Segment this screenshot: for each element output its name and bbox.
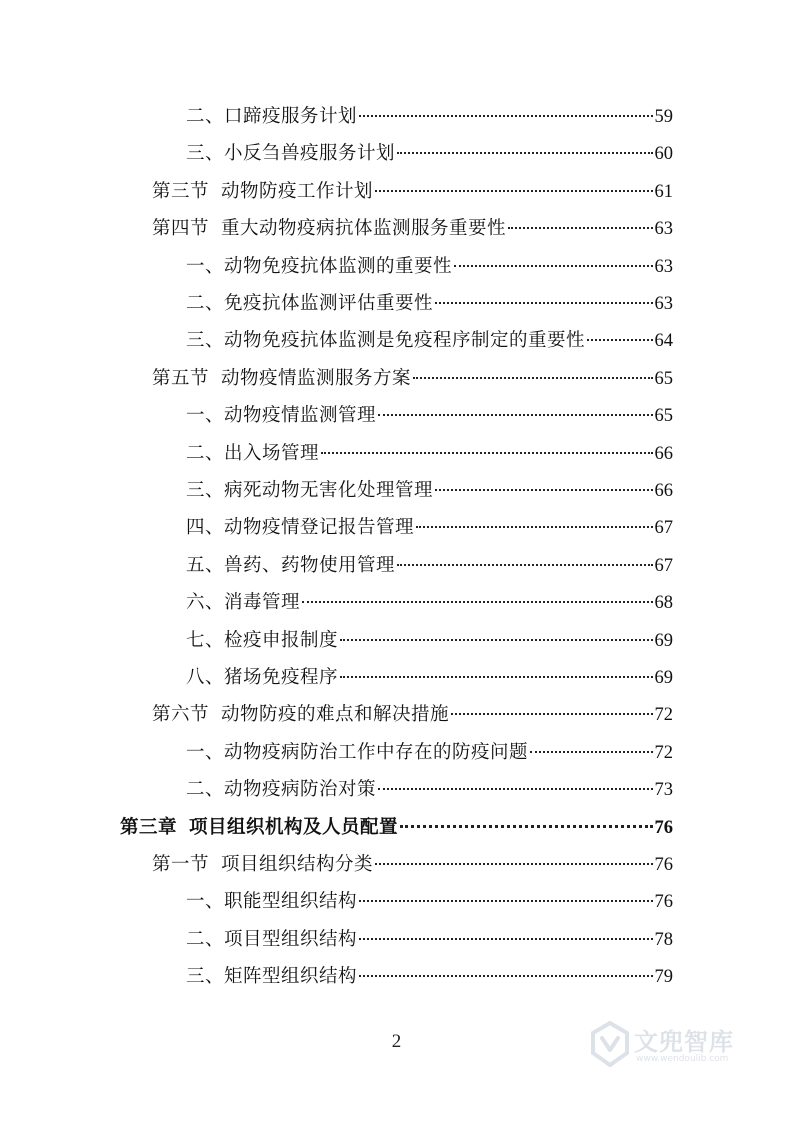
toc-leader-dots (397, 562, 652, 566)
toc-entry[interactable] (152, 175, 673, 209)
toc-entry-prefix: 二、 (186, 779, 225, 801)
toc-entry-label (186, 773, 376, 807)
toc-entry-label (186, 624, 338, 658)
toc-entry-prefix: 三、 (186, 966, 225, 988)
watermark (588, 1018, 748, 1074)
toc-entry[interactable] (186, 960, 673, 994)
toc-entry-title: 职能型组织结构 (224, 891, 358, 913)
toc-entry-label (186, 549, 395, 583)
toc-entry-title: 小反刍兽疫服务计划 (224, 143, 396, 165)
toc-entry-label (152, 698, 449, 732)
toc-entry[interactable] (186, 100, 673, 134)
toc-entry-prefix: 一、 (186, 255, 225, 277)
toc-entry[interactable] (186, 885, 673, 919)
toc-entry-title: 动物防疫的难点和解决措施 (221, 704, 450, 726)
toc-entry-page: 79 (654, 967, 673, 988)
toc-entry-title: 动物疫情监测管理 (224, 405, 377, 427)
toc-entry-title: 兽药、药物使用管理 (224, 554, 396, 576)
toc-entry-label (186, 923, 357, 957)
toc-entry-title: 动物免疫抗体监测的重要性 (224, 255, 453, 277)
toc-entry-prefix: 第四节 (152, 218, 210, 240)
toc-entry-label (186, 661, 338, 695)
toc-entry-prefix: 第五节 (152, 367, 210, 389)
toc-entry-prefix: 第三章 (120, 816, 178, 838)
toc-leader-dots (359, 936, 652, 940)
toc-entry-prefix: 八、 (186, 667, 225, 688)
page-number: 2 (391, 1031, 402, 1052)
toc-entry[interactable] (186, 549, 673, 583)
toc-entry-title: 出入场管理 (224, 442, 320, 464)
toc-entry-label (186, 324, 585, 358)
toc-entry[interactable] (152, 212, 673, 246)
toc-entry-prefix: 五、 (186, 554, 225, 576)
toc-leader-dots (508, 225, 652, 229)
toc-entry-label (186, 437, 319, 471)
toc-entry-page: 66 (654, 443, 673, 464)
toc-entry-page: 63 (654, 256, 673, 277)
toc-leader-dots (321, 450, 652, 454)
toc-leader-dots (435, 487, 652, 491)
toc-leader-dots (375, 188, 652, 192)
toc-entry-page: 69 (654, 630, 673, 651)
toc-entry[interactable] (186, 624, 673, 658)
toc-entry-prefix: 七、 (186, 629, 225, 651)
toc-entry-page: 72 (654, 705, 673, 726)
toc-entry-title: 口蹄疫服务计划 (224, 106, 358, 127)
toc-entry-page: 78 (654, 929, 673, 950)
toc-entry-label (186, 399, 376, 433)
toc-entry-title: 项目组织机构及人员配置 (189, 816, 399, 838)
toc-entry-prefix: 第六节 (152, 704, 210, 726)
toc-entry-label (186, 511, 414, 545)
toc-entry[interactable] (186, 736, 673, 770)
toc-entry-label (186, 586, 300, 620)
toc-entry-prefix: 三、 (186, 480, 225, 501)
toc-entry[interactable] (152, 362, 673, 396)
watermark-url: www.wendoulib.com (636, 1054, 729, 1064)
toc-leader-dots (359, 973, 652, 977)
toc-leader-dots (435, 300, 652, 304)
toc-entry-title: 消毒管理 (224, 592, 301, 614)
toc-leader-dots (359, 113, 652, 117)
toc-entry-title: 动物防疫工作计划 (221, 180, 374, 202)
toc-entry-page: 67 (654, 555, 673, 576)
toc-entry[interactable] (186, 511, 673, 545)
toc-entry-prefix: 一、 (186, 405, 225, 427)
toc-entry[interactable] (186, 661, 673, 695)
toc-entry[interactable] (120, 811, 673, 845)
toc-entry-label (186, 100, 357, 134)
toc-entry[interactable] (186, 287, 673, 321)
toc-entry-page: 60 (654, 144, 673, 165)
toc-entry-page: 63 (654, 294, 673, 314)
toc-entry-title: 检疫申报制度 (224, 629, 339, 651)
toc-entry-label (186, 287, 433, 321)
toc-entry-page: 72 (654, 742, 673, 763)
toc-entry-title: 动物疫情监测服务方案 (221, 367, 412, 389)
toc-entry-page: 65 (654, 368, 673, 389)
toc-entry[interactable] (186, 923, 673, 957)
toc-leader-dots (451, 711, 652, 715)
toc-entry-page: 61 (654, 181, 673, 202)
toc-entry[interactable] (186, 250, 673, 284)
toc-entry-title: 病死动物无害化处理管理 (224, 480, 434, 501)
toc-leader-dots (340, 637, 652, 641)
toc-leader-dots (375, 861, 652, 865)
toc-entry-prefix: 第三节 (152, 180, 210, 202)
toc-entry-label (186, 885, 357, 919)
toc-entry[interactable] (186, 137, 673, 171)
toc-entry[interactable] (186, 474, 673, 508)
toc-entry-title: 猪场免疫程序 (224, 667, 339, 688)
toc-entry-prefix: 三、 (186, 330, 225, 352)
toc-entry-title: 动物疫病防治对策 (224, 779, 377, 801)
toc-leader-dots (397, 150, 652, 154)
toc-entry-page: 68 (654, 593, 673, 614)
toc-entry-label (152, 848, 373, 882)
toc-leader-dots (378, 786, 652, 790)
toc-leader-dots (454, 263, 652, 267)
toc-leader-dots (359, 898, 652, 902)
toc-entry-label (152, 362, 411, 396)
toc-entry-title: 动物疫病防治工作中存在的防疫问题 (224, 741, 529, 763)
toc-entry-label (186, 250, 452, 284)
toc-entry-prefix: 二、 (186, 106, 225, 127)
toc-entry-label (186, 736, 528, 770)
toc-entry-prefix: 第一节 (152, 854, 210, 875)
toc-leader-dots (530, 749, 652, 753)
toc-entry-label (186, 137, 395, 171)
toc-entry-prefix: 三、 (186, 143, 225, 165)
wendou-logo-icon (588, 1020, 632, 1068)
toc-leader-dots (587, 337, 652, 341)
toc-entry-page: 65 (654, 406, 673, 427)
toc-entry[interactable] (186, 586, 673, 620)
toc-entry-title: 动物疫情登记报告管理 (224, 517, 415, 539)
toc-entry[interactable] (186, 437, 673, 471)
toc-entry-page: 67 (654, 518, 673, 539)
toc-entry-title: 项目组织结构分类 (221, 854, 374, 875)
toc-entry[interactable] (186, 324, 673, 358)
toc-entry-label (120, 811, 398, 845)
toc-entry[interactable] (186, 399, 673, 433)
toc-entry-label (186, 474, 433, 508)
toc-entry-prefix: 六、 (186, 592, 225, 614)
toc-entry-page: 64 (654, 331, 673, 352)
toc-entry-page: 76 (654, 817, 673, 838)
toc-entry-prefix: 四、 (186, 517, 225, 539)
toc-entry-title: 项目型组织结构 (224, 928, 358, 950)
toc-entry-page: 76 (654, 892, 673, 913)
toc-entry-prefix: 二、 (186, 928, 225, 950)
toc-leader-dots (413, 375, 652, 379)
toc-entry-page: 63 (654, 219, 673, 240)
toc-entry-prefix: 二、 (186, 442, 225, 464)
toc-leader-dots (378, 412, 652, 416)
toc-entry-page: 76 (654, 855, 673, 875)
toc-entry-label (152, 175, 373, 209)
toc-entry-title: 矩阵型组织结构 (224, 966, 358, 988)
toc-entry-prefix: 一、 (186, 741, 225, 763)
toc-entry[interactable] (186, 773, 673, 807)
toc-entry-page: 69 (654, 668, 673, 688)
toc-entry[interactable] (152, 848, 673, 882)
toc-entry-prefix: 一、 (186, 891, 225, 913)
toc-entry-title: 重大动物疫病抗体监测服务重要性 (221, 218, 507, 240)
toc-entry-title: 免疫抗体监测评估重要性 (224, 293, 434, 314)
watermark-name: 文兜智库 (634, 1028, 734, 1056)
toc-entry-title: 动物免疫抗体监测是免疫程序制定的重要性 (224, 330, 586, 352)
toc-leader-dots (416, 524, 652, 528)
toc-entry-page: 66 (654, 481, 673, 501)
toc-entry-prefix: 二、 (186, 293, 225, 314)
toc-leader-dots (302, 599, 652, 603)
toc-entry-label (186, 960, 357, 994)
toc-leader-dots (340, 674, 652, 678)
toc-leader-dots (400, 823, 652, 828)
toc-entry[interactable] (152, 698, 673, 732)
toc-entry-label (152, 212, 506, 246)
toc-entry-page: 59 (654, 107, 673, 127)
toc-entry-page: 73 (654, 780, 673, 801)
